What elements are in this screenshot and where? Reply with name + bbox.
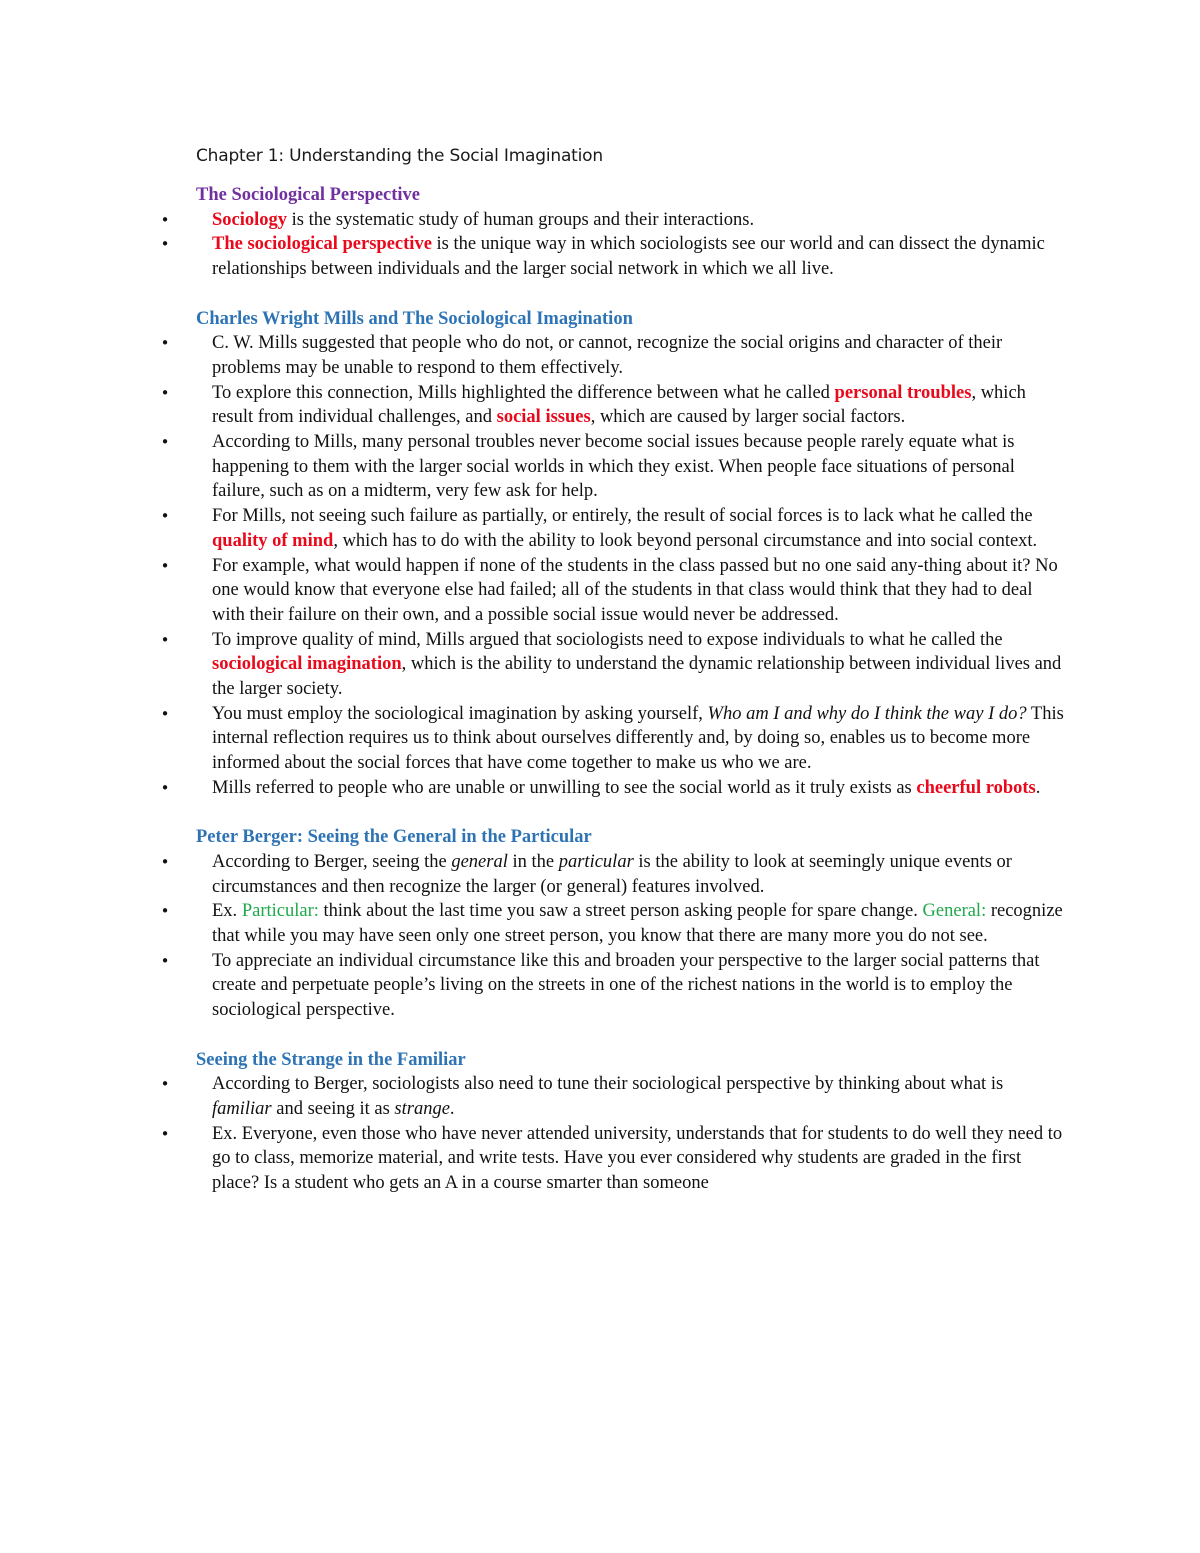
- bullet-text: According to Berger, sociologists also need to tune their sociological perspective by thinking about what is: [212, 1074, 1004, 1095]
- bullet-text: According to Mills, many personal troubles never become social issues because people rarely equate what is happening to them with the larger social worlds in which they exist. When people face situations of personal failure, such as on a midterm, very few ask for help.: [212, 432, 1015, 502]
- section-heading: Peter Berger: Seeing the General in the Particular: [196, 827, 592, 848]
- bullet-text: For example, what would happen if none of the students in the class passed but no one said any-thing about it? No one would know that everyone else had failed; all of the students in that class would think that they had to deal with their failure on their own, and a possible social issue would never be addressed.: [212, 555, 1058, 625]
- bullet-item: [160, 232, 1066, 281]
- bullet-item: [160, 628, 1066, 702]
- section: [160, 307, 1066, 801]
- bullet-text: For Mills, not seeing such failure as partially, or entirely, the result of social forces is to lack what he called the: [212, 506, 1033, 527]
- bullet-text: is the unique way in which sociologists see our world and can dissect the dynamic relationships between individuals and the larger social network in which we all live.: [212, 234, 1045, 280]
- example-label: Particular:: [241, 901, 319, 922]
- section-spacer: [196, 801, 1066, 826]
- bullet-text: Mills referred to people who are unable or unwilling to see the social world as it truly exists as: [212, 777, 917, 798]
- bullet-list: [160, 1072, 1066, 1196]
- bullet-text: is the systematic study of human groups and their interactions.: [287, 209, 755, 230]
- bullet-dot-icon: •: [160, 902, 170, 921]
- italic-text: Who am I and why do I think the way I do?: [707, 703, 1027, 724]
- bullet-dot-icon: •: [160, 951, 170, 970]
- bullet-item: [160, 430, 1066, 504]
- bullet-item: [160, 776, 1066, 801]
- bullet-item: [160, 331, 1066, 380]
- bullet-text: To appreciate an individual circumstance like this and broaden your perspective to the larger social patterns that create and perpetuate people’s living on the streets in one of the richest nations in the world is to employ the sociological perspective.: [212, 950, 1040, 1021]
- bullet-dot-icon: •: [160, 630, 170, 649]
- bullet-dot-icon: •: [160, 210, 170, 229]
- bullet-text: Ex. Everyone, even those who have never attended university, understands that for students to do well they need to go to class, memorize material, and write tests. Have you ever considered why students are graded in the first place? Is a student who gets an A in a course smarter than someone: [212, 1123, 1063, 1194]
- bullet-item: [160, 899, 1066, 948]
- bullet-text: and seeing it as: [271, 1098, 395, 1119]
- chapter-title: Chapter 1: Understanding the Social Imagination: [196, 146, 603, 166]
- bullet-text: think about the last time you saw a street person asking people for spare change.: [318, 901, 923, 922]
- section: [160, 825, 1066, 1023]
- bullet-text: , which result from individual challenges, and: [212, 382, 1026, 428]
- bullet-text: , which are caused by larger social factors.: [590, 407, 906, 428]
- italic-text: particular: [558, 851, 634, 872]
- bullet-dot-icon: •: [160, 383, 170, 402]
- key-term: quality of mind: [212, 530, 334, 551]
- bullet-dot-icon: •: [160, 1075, 170, 1094]
- bullet-dot-icon: •: [160, 1124, 170, 1143]
- italic-text: general: [451, 851, 508, 872]
- bullet-text: .: [1035, 777, 1041, 798]
- bullet-item: [160, 208, 1066, 233]
- section-heading: Seeing the Strange in the Familiar: [196, 1049, 466, 1070]
- italic-text: familiar: [212, 1098, 272, 1119]
- bullet-list: [160, 331, 1066, 800]
- sections-container: [160, 183, 1066, 1196]
- section-heading: Charles Wright Mills and The Sociological Imagination: [196, 308, 633, 329]
- bullet-item: [160, 1072, 1066, 1121]
- bullet-dot-icon: •: [160, 778, 170, 797]
- bullet-text: C. W. Mills suggested that people who do not, or cannot, recognize the social origins and character of their problems may be unable to respond to them effectively.: [212, 333, 1003, 378]
- key-term: The sociological perspective: [212, 234, 432, 255]
- bullet-dot-icon: •: [160, 433, 170, 452]
- bullet-text: This internal reflection requires us to think about ourselves differently and, by doing so, enables us to become more informed about the social forces that have come together to make us who we are.: [212, 703, 1064, 774]
- bullet-list: [160, 850, 1066, 1023]
- section: [160, 183, 1066, 282]
- bullet-item: [160, 381, 1066, 430]
- bullet-dot-icon: •: [160, 852, 170, 871]
- bullet-dot-icon: •: [160, 704, 170, 723]
- bullet-text: To improve quality of mind, Mills argued that sociologists need to expose individuals to what he called the: [212, 629, 1003, 650]
- spacer: [196, 172, 1066, 183]
- key-term: social issues: [496, 407, 591, 428]
- bullet-dot-icon: •: [160, 556, 170, 575]
- bullet-text: Ex.: [212, 901, 242, 922]
- bullet-dot-icon: •: [160, 507, 170, 526]
- bullet-text: in the: [507, 851, 559, 872]
- section-spacer: [196, 282, 1066, 307]
- bullet-item: [160, 850, 1066, 899]
- bullet-item: [160, 949, 1066, 1023]
- bullet-item: [160, 702, 1066, 776]
- key-term: Sociology: [212, 209, 288, 230]
- bullet-text: According to Berger, seeing the: [212, 851, 452, 872]
- bullet-text: , which is the ability to understand the dynamic relationship between individual lives and the larger society.: [212, 654, 1062, 700]
- bullet-item: [160, 504, 1066, 553]
- bullet-dot-icon: •: [160, 235, 170, 254]
- bullet-text: To explore this connection, Mills highlighted the difference between what he called: [212, 382, 835, 403]
- bullet-text: You must employ the sociological imagination by asking yourself,: [212, 703, 708, 724]
- key-term: cheerful robots: [916, 777, 1036, 798]
- section: [160, 1048, 1066, 1196]
- document-body: [160, 140, 1066, 1196]
- bullet-text: is the ability to look at seemingly unique events or circumstances and then recognize the larger (or general) features involved.: [212, 851, 1012, 897]
- bullet-text: recognize that while you may have seen only one street person, you know that there are many more you do not see.: [212, 901, 1063, 947]
- bullet-item: [160, 554, 1066, 628]
- section-spacer: [196, 1023, 1066, 1048]
- example-label: General:: [922, 901, 987, 922]
- bullet-item: [160, 1122, 1066, 1196]
- section-heading: The Sociological Perspective: [196, 185, 421, 205]
- bullet-text: .: [449, 1098, 455, 1119]
- bullet-text: , which has to do with the ability to look beyond personal circumstance and into social context.: [333, 530, 1038, 551]
- bullet-list: [160, 208, 1066, 282]
- italic-text: strange: [394, 1098, 450, 1119]
- key-term: personal troubles: [834, 382, 972, 403]
- bullet-dot-icon: •: [160, 334, 170, 353]
- key-term: sociological imagination: [212, 654, 402, 675]
